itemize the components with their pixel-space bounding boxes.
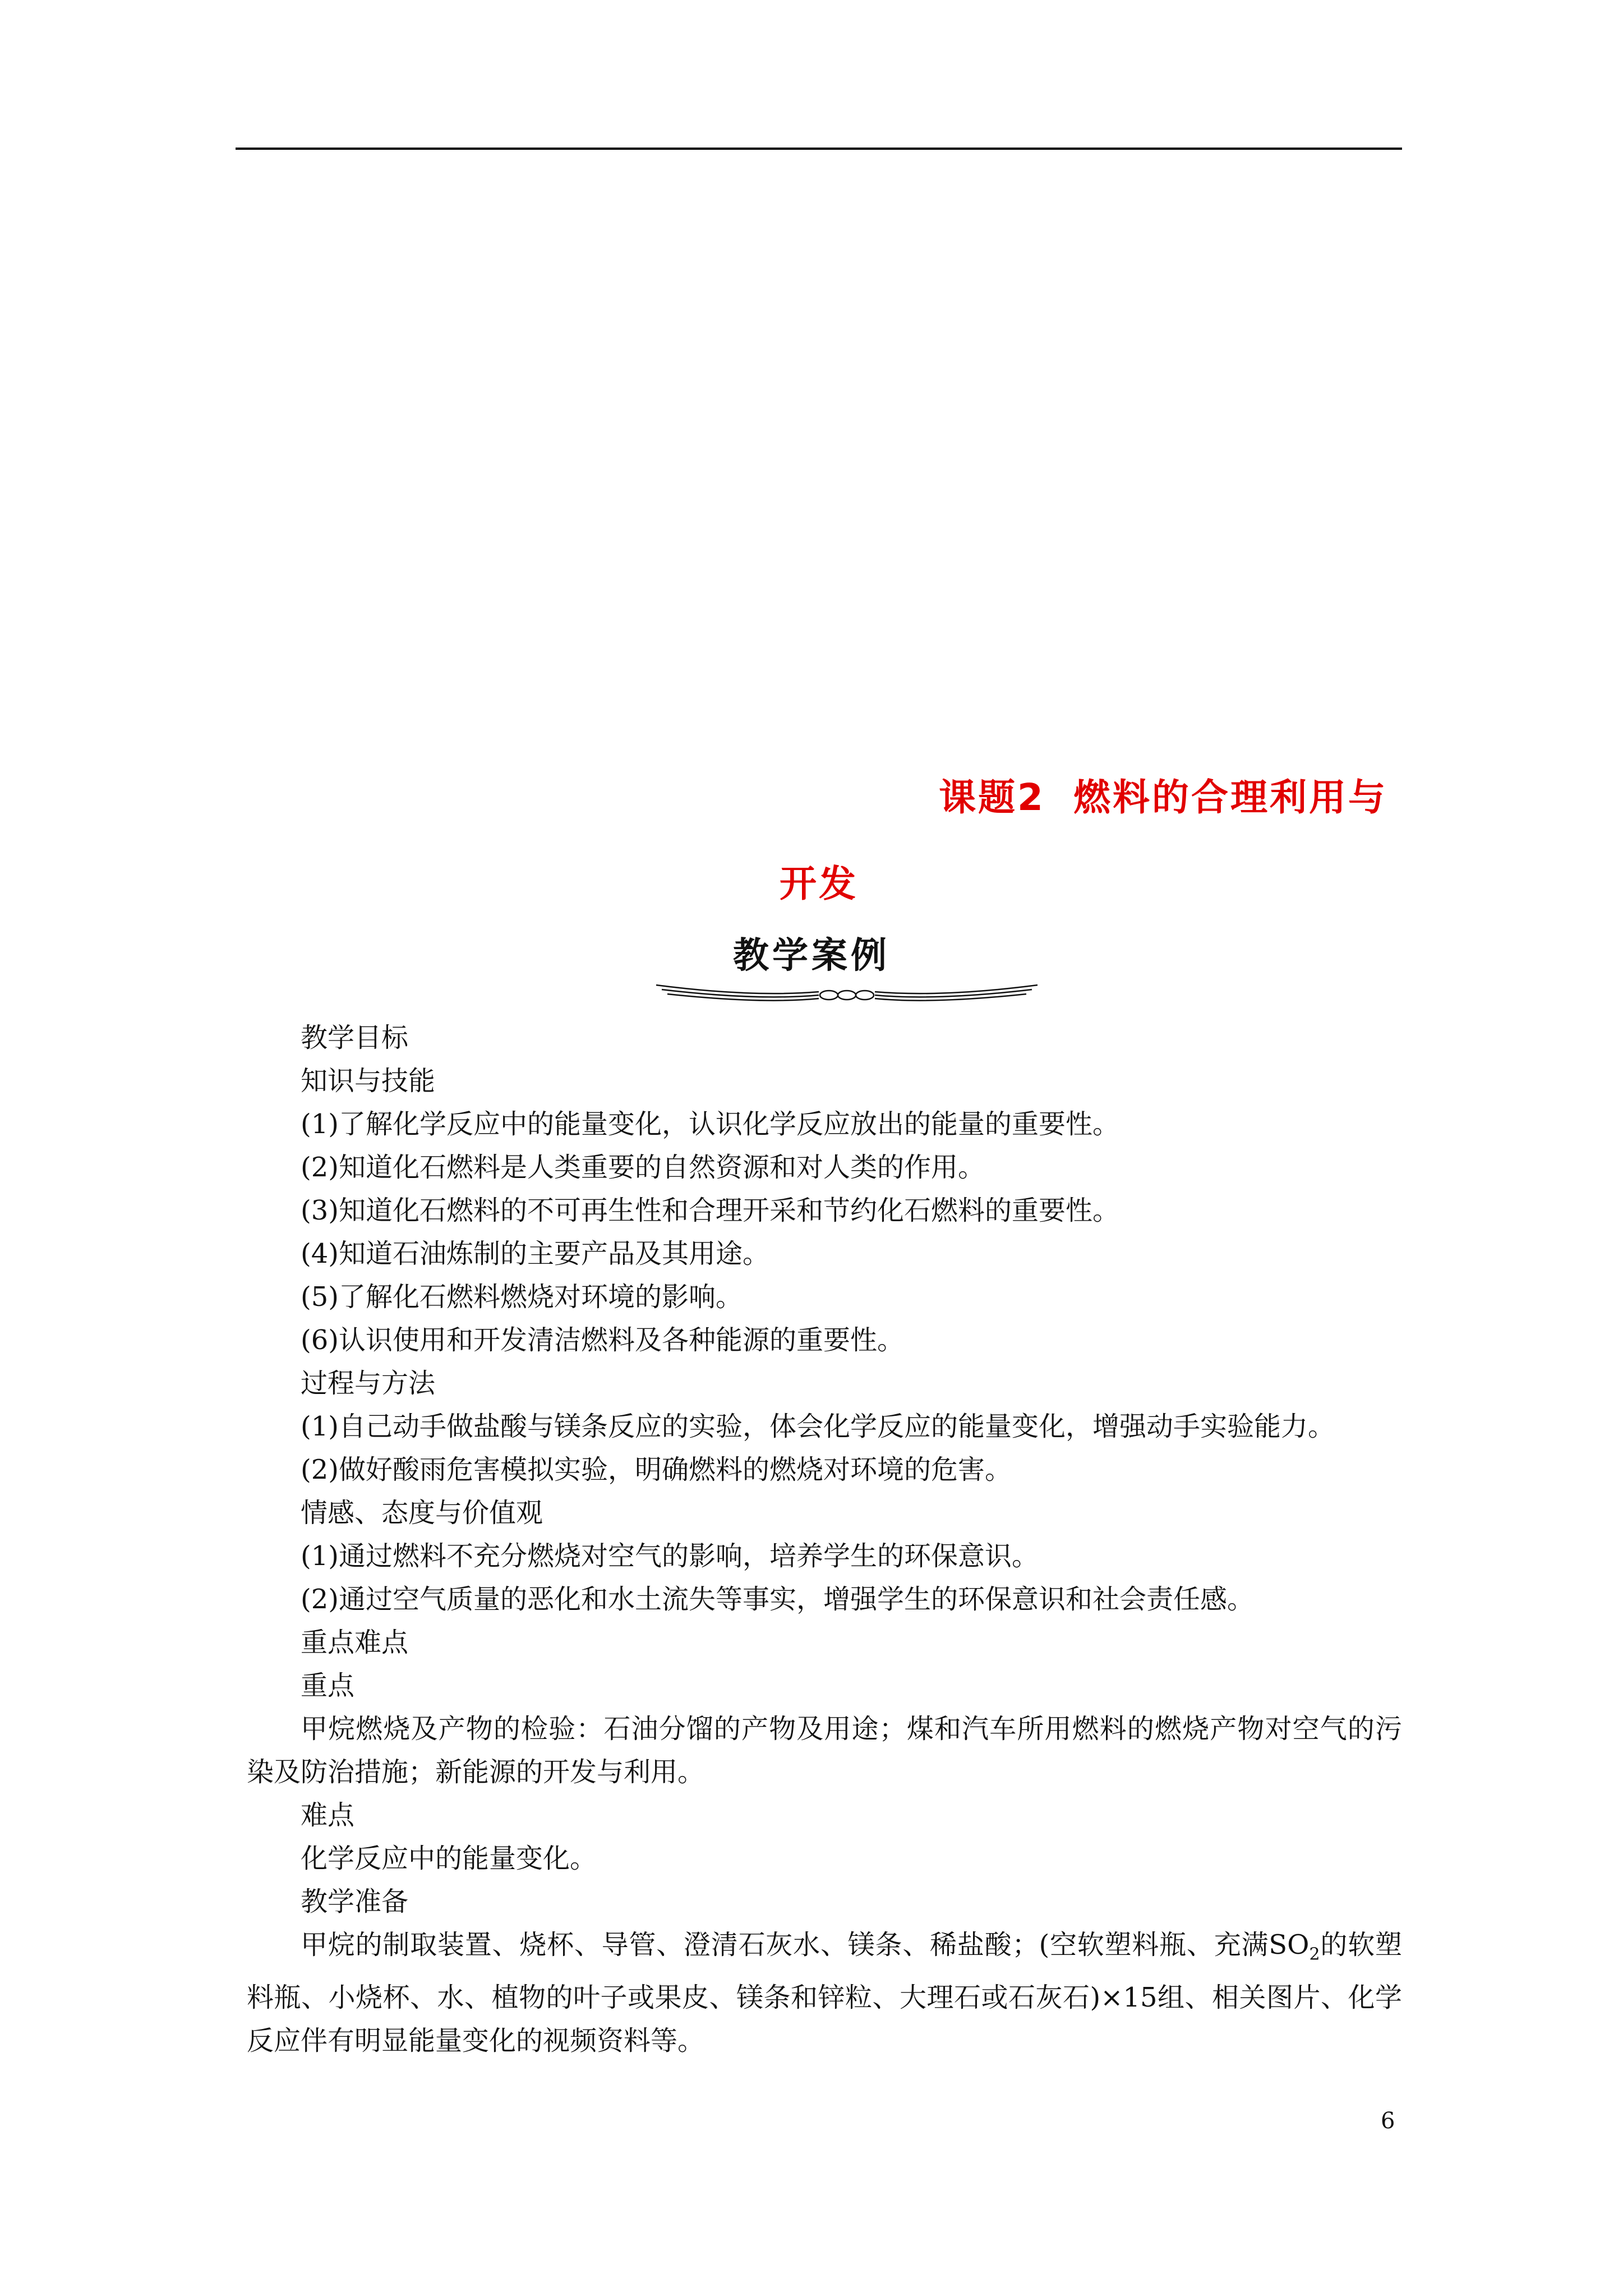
lesson-title [939,767,1387,821]
knowledge-item: (6)认识使用和开发清洁燃料及各种能源的重要性。 [301,1324,904,1356]
emotion-item: (2)通过空气质量的恶化和水土流失等事实，增强学生的环保意识和社会责任感。 [301,1584,1254,1615]
difficult-heading: 难点 [301,1800,355,1831]
knowledge-item: (3)知道化石燃料的不可再生性和合理开采和节约化石燃料的重要性。 [301,1195,1119,1226]
so2-subscript: 2 [1309,1944,1320,1964]
knowledge-item: (2)知道化石燃料是人类重要的自然资源和对人类的作用。 [301,1152,985,1183]
difficult-text: 化学反应中的能量变化。 [301,1843,597,1874]
lesson-name-part1: 燃料的合理利用与 [1073,776,1387,819]
section-banner: 教学案例 [733,935,890,977]
key-text: 甲烷燃烧及产物的检验：石油分馏的产物及用途；煤和汽车所用燃料的燃烧产物对空气的污染及防治措施；新能源的开发与利用。 [247,1713,1402,1788]
emotion-heading: 情感、态度与价值观 [301,1497,543,1529]
process-item: (2)做好酸雨危害模拟实验，明确燃料的燃烧对环境的危害。 [301,1454,1012,1485]
preparation-text-a: 甲烷的制取装置、烧杯、导管、澄清石灰水、镁条、稀盐酸；(空软塑料瓶、充满SO [301,1929,1310,1961]
header-rule [236,148,1402,150]
main-content [247,1016,1402,2063]
process-item: (1)自己动手做盐酸与镁条反应的实验，体会化学反应的能量变化，增强动手实验能力。 [301,1411,1335,1442]
knowledge-heading: 知识与技能 [301,1065,436,1097]
preparation-text-b: 的软塑料瓶、小烧杯、水、植物的叶子或果皮、镁条和锌粒、大理石或石灰石)×15组、相关图片、化学反应伴有明显能量变化的视频资料等。 [247,1929,1402,2056]
preparation-heading: 教学准备 [301,1886,409,1917]
goals-heading: 教学目标 [301,1022,409,1053]
lesson-number: 课题2 [939,776,1045,819]
knowledge-item: (5)了解化石燃料燃烧对环境的影响。 [301,1281,743,1313]
key-points-heading: 重点难点 [301,1627,409,1658]
key-heading: 重点 [301,1670,355,1701]
lesson-name-part2: 开发 [780,862,858,905]
knowledge-item: (4)知道石油炼制的主要产品及其用途。 [301,1238,769,1269]
knowledge-item: (1)了解化学反应中的能量变化，认识化学反应放出的能量的重要性。 [301,1108,1119,1140]
decorative-ornament-icon [651,975,1043,1010]
emotion-item: (1)通过燃料不充分燃烧对空气的影响，培养学生的环保意识。 [301,1540,1039,1572]
preparation-text [247,1924,1402,2063]
page-number: 6 [1381,2108,1395,2134]
process-heading: 过程与方法 [301,1368,436,1399]
